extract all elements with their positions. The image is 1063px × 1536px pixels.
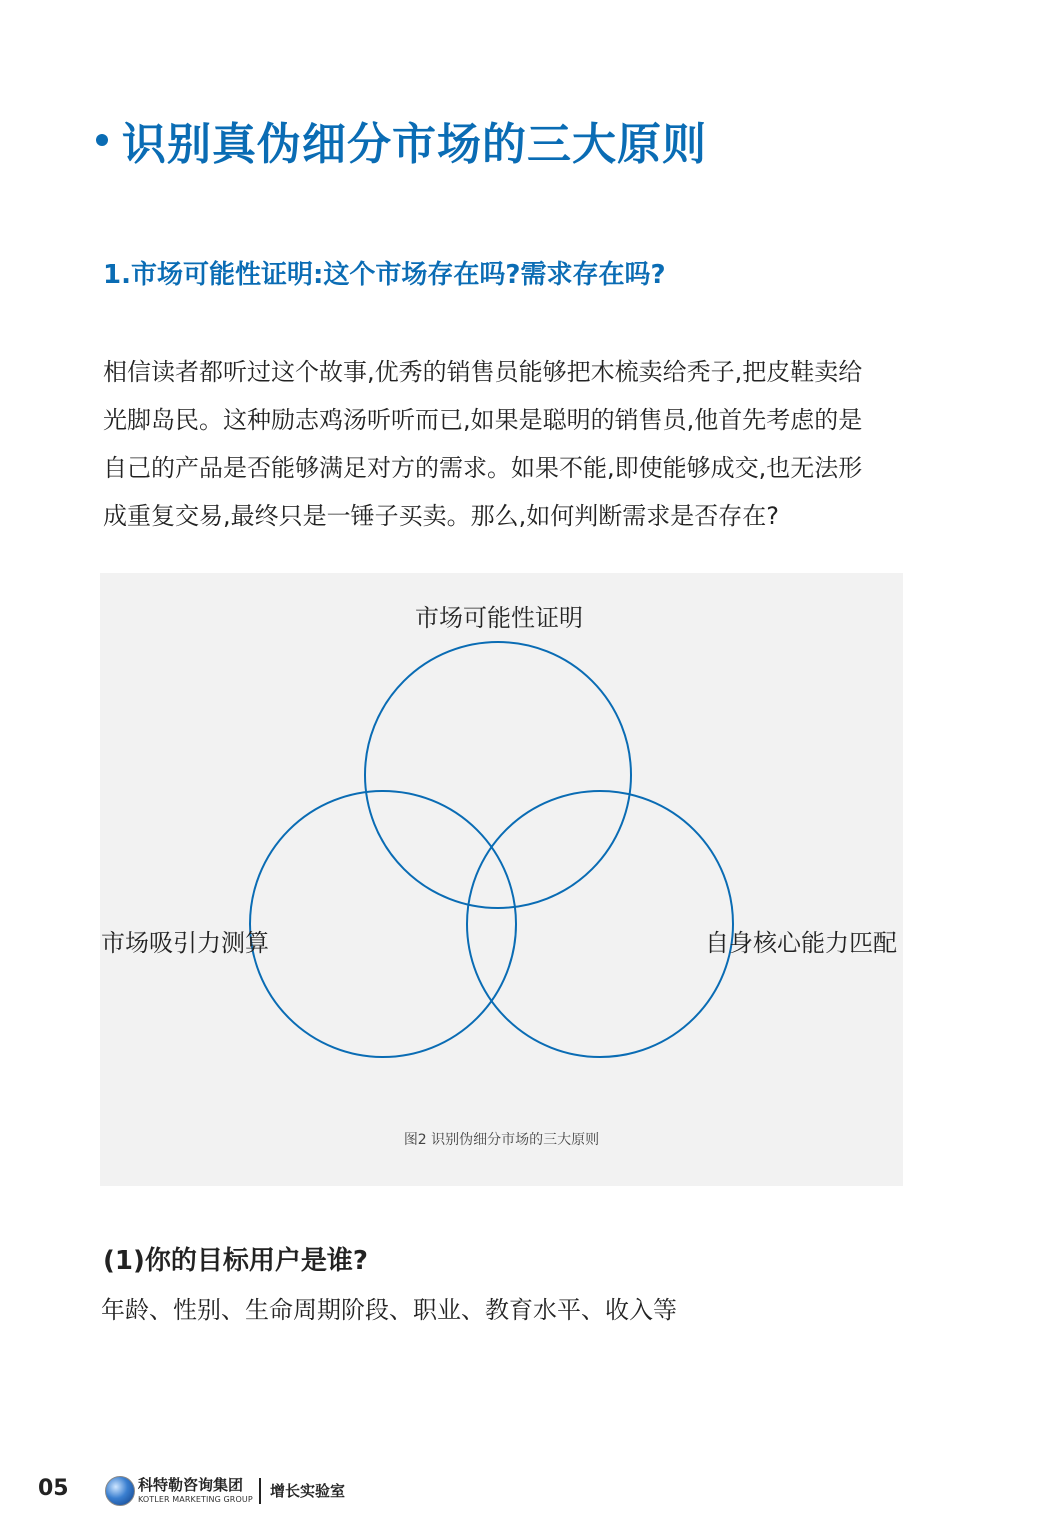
venn-diagram [100, 573, 903, 1186]
lab-name: 增长实验室 [270, 1482, 346, 1500]
section-title [96, 110, 707, 170]
paragraph-line: 自己的产品是否能够满足对方的需求。如果不能,即使能够成交,也无法形 [103, 454, 863, 482]
page-number: 05 [38, 1476, 69, 1501]
venn-circle-right [467, 791, 733, 1057]
venn-figure [100, 573, 903, 1186]
paragraph-line: 成重复交易,最终只是一锤子买卖。那么,如何判断需求是否存在? [103, 502, 779, 530]
subheading: (1)你的目标用户是谁? [103, 1246, 368, 1276]
section-title-text: 识别真伪细分市场的三大原则 [122, 119, 707, 170]
venn-label-top: 市场可能性证明 [415, 604, 583, 632]
paragraph-line: 相信读者都听过这个故事,优秀的销售员能够把木梳卖给秃子,把皮鞋卖给 [103, 358, 863, 386]
globe-logo-icon [105, 1476, 135, 1506]
intro-paragraph [103, 348, 913, 540]
bullet-icon [96, 134, 108, 146]
venn-label-left: 市场吸引力测算 [101, 929, 269, 957]
venn-label-right: 自身核心能力匹配 [705, 929, 897, 957]
body-text: 年龄、性别、生命周期阶段、职业、教育水平、收入等 [101, 1296, 677, 1324]
footer-divider [259, 1478, 261, 1504]
paragraph-line: 光脚岛民。这种励志鸡汤听听而已,如果是聪明的销售员,他首先考虑的是 [103, 406, 863, 434]
subtitle: 1.市场可能性证明:这个市场存在吗?需求存在吗? [103, 260, 666, 290]
venn-circle-top [365, 642, 631, 908]
venn-circle-left [250, 791, 516, 1057]
company-name-en: KOTLER MARKETING GROUP [138, 1495, 253, 1504]
figure-caption: 图2 识别伪细分市场的三大原则 [403, 1132, 600, 1148]
company-name-cn: 科特勒咨询集团 [138, 1476, 244, 1494]
